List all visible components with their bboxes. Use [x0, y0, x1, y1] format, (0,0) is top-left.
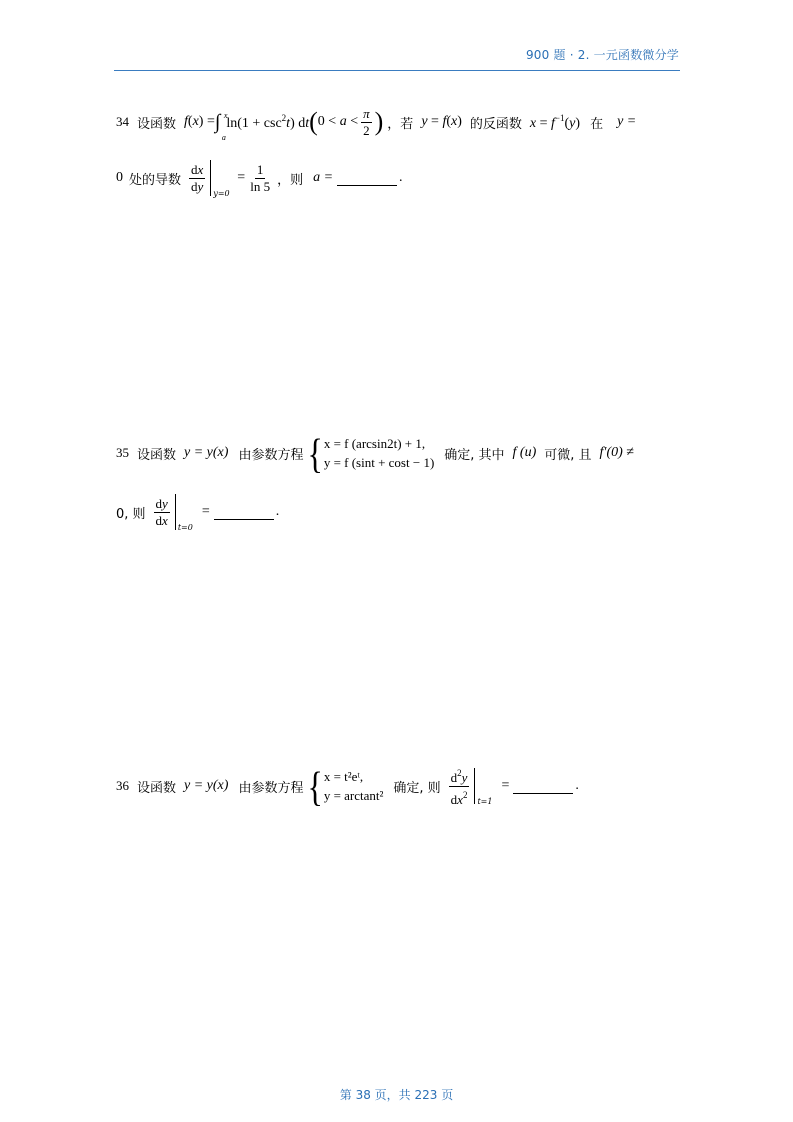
problem-text: 可微, 且: [544, 447, 592, 463]
header-title: 900 题 · 2. 一元函数微分学: [525, 48, 679, 62]
problem-text: 设函数: [137, 116, 177, 132]
math-func: y = y(x): [184, 778, 229, 793]
problem-text: 0, 则: [116, 506, 146, 522]
param-eq-y: y = f (sint + cost − 1): [323, 455, 435, 470]
problem-text: ，若: [387, 116, 414, 132]
problem-number: 36: [116, 778, 129, 793]
eval-bar: t=1: [474, 768, 501, 804]
math-dx-dy: $\frac{dx}{dy}$: [191, 161, 204, 194]
problem-text: 设函数: [137, 447, 177, 463]
math-y-eq-fx: y = f(x): [421, 114, 462, 129]
period: .: [275, 504, 280, 519]
math-inverse: $x = f^{-1}(y)$: [529, 112, 581, 131]
problem-35-line-2: [116, 490, 279, 534]
math-paren-close: ): [374, 107, 384, 136]
math-paren-open: (: [309, 107, 318, 136]
answer-blank[interactable]: [513, 779, 573, 794]
math-dy-dx: $\frac{dy}{dx}$: [155, 495, 168, 528]
answer-blank[interactable]: [214, 505, 274, 520]
math-condition: 0 < a <: [317, 114, 359, 129]
problem-text: 处的导数: [129, 172, 182, 188]
eval-bar: t=0: [175, 494, 202, 530]
eval-bar: y=0: [210, 160, 237, 196]
param-eq-x: x = f (arcsin2t) + 1,: [323, 436, 426, 451]
page-footer: 第 38 页，共 223 页: [339, 1088, 454, 1102]
brace-symbol: {: [307, 762, 323, 810]
problem-number: 34: [116, 114, 129, 129]
problem-number: 35: [116, 445, 129, 460]
problem-text: 由参数方程: [238, 447, 304, 463]
problem-text: ，则: [277, 172, 304, 188]
problem-34-line-1: [116, 102, 636, 142]
header-rule: [114, 70, 680, 71]
math-condition: f′(0) ≠: [599, 445, 634, 460]
period: .: [399, 170, 403, 185]
answer-blank[interactable]: [337, 171, 397, 186]
brace-symbol: {: [307, 429, 323, 477]
param-system: [307, 762, 384, 810]
problem-text: 设函数: [137, 780, 177, 796]
param-eq-y: y = arctant²: [323, 788, 384, 803]
math-equals: =: [237, 170, 246, 185]
math-func: y = y(x): [184, 445, 229, 460]
problem-text: 由参数方程: [238, 780, 304, 796]
math-fu: f (u): [512, 445, 537, 460]
problem-34-line-2: [116, 156, 403, 200]
math-fx-def: f(x) =: [184, 114, 215, 129]
math-integrand: $\ln(1 + \csc^2t)$ dt: [226, 112, 310, 131]
math-zero: 0: [116, 170, 123, 185]
math-equals: =: [201, 504, 210, 519]
integral-symbol: ∫ x a: [214, 111, 228, 142]
param-system: [307, 429, 435, 477]
param-eq-x: x = t²eᵗ,: [323, 769, 364, 784]
problem-35-line-1: [116, 430, 634, 476]
problem-text: 在: [590, 116, 604, 132]
math-a-eq: a =: [313, 170, 334, 185]
problem-text: 确定, 其中: [444, 447, 505, 463]
period: .: [575, 778, 579, 793]
math-equals: =: [501, 778, 510, 793]
math-y-eq: y =: [617, 114, 637, 129]
problem-36-line-1: [116, 762, 579, 810]
problem-text: 确定, 则: [393, 780, 441, 796]
problem-text: 的反函数: [469, 116, 522, 132]
math-d2y-dx2: $\frac{d^2y}{dx^2}$: [449, 765, 470, 808]
math-one-over-ln5: $\frac{1}{\ln 5}$: [250, 161, 271, 194]
math-pi-over-2: $\frac{\pi}{2}$: [363, 105, 370, 138]
